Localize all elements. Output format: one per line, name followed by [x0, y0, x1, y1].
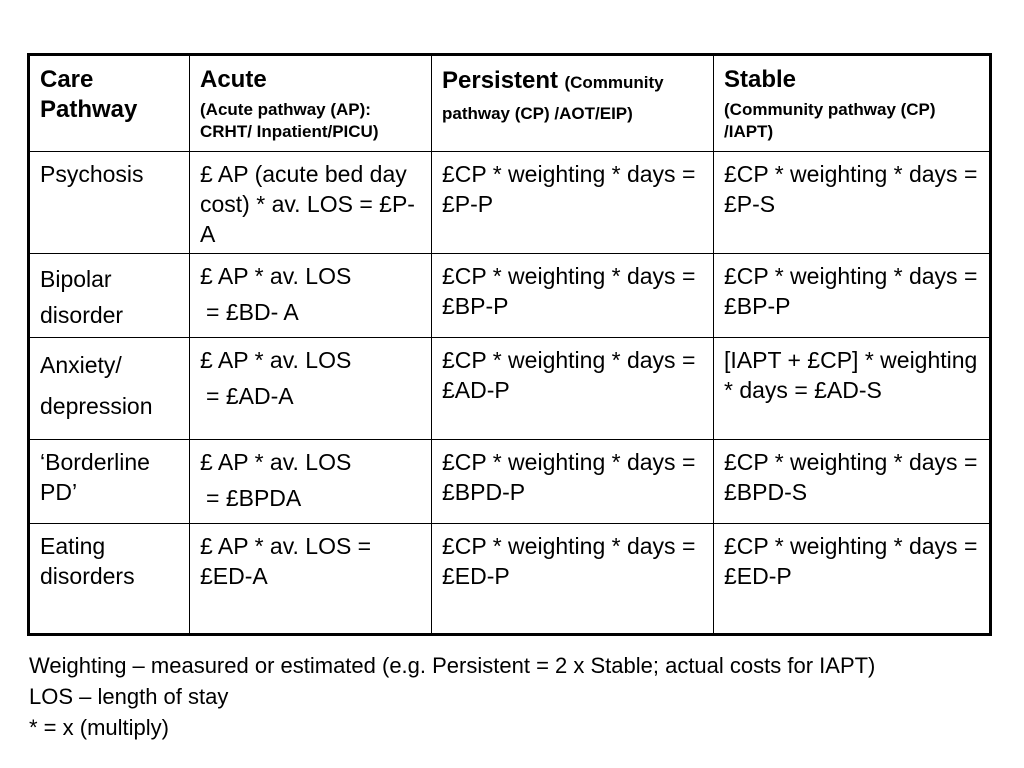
- header-persistent-title: Persistent: [442, 67, 559, 94]
- pathway-label-line1: ‘Borderline: [40, 449, 150, 475]
- table-row: [29, 338, 991, 440]
- persistent-formula: £CP * weighting * days = £AD-P: [442, 347, 696, 403]
- pathway-cell: [29, 254, 190, 338]
- stable-cell: [714, 152, 991, 254]
- pathway-label-line1: Bipolar: [40, 266, 112, 292]
- stable-formula: [IAPT + £CP] * weighting * days = £AD-S: [724, 347, 978, 403]
- footnote-los: LOS – length of stay: [29, 684, 229, 709]
- table-row: [29, 152, 991, 254]
- pathway-cell: [29, 440, 190, 524]
- acute-formula-line1: £ AP * av. LOS: [200, 449, 352, 475]
- header-persistent: [432, 55, 714, 152]
- stable-cell: [714, 440, 991, 524]
- header-acute-subtitle: (Acute pathway (AP): CRHT/ Inpatient/PICU): [200, 100, 379, 141]
- persistent-formula: £CP * weighting * days = £P-P: [442, 161, 696, 217]
- persistent-formula: £CP * weighting * days = £BP-P: [442, 263, 696, 319]
- acute-formula-line2: = £AD-A: [206, 383, 294, 409]
- pathway-label-line2: depression: [40, 393, 153, 419]
- acute-cell: [190, 254, 432, 338]
- header-care-pathway: [29, 55, 190, 152]
- table-header-row: [29, 55, 991, 152]
- persistent-cell: [432, 524, 714, 635]
- persistent-cell: [432, 338, 714, 440]
- stable-formula: £CP * weighting * days = £BP-P: [724, 263, 978, 319]
- pathway-cell: [29, 338, 190, 440]
- header-persistent-subtitle: (Community pathway (CP) /AOT/EIP): [442, 73, 664, 123]
- stable-cell: [714, 254, 991, 338]
- acute-formula: £ AP * av. LOS = £ED-A: [200, 533, 372, 589]
- acute-cell: [190, 338, 432, 440]
- pathway-label-line1: Anxiety/: [40, 352, 122, 378]
- pathway-label-line2: PD’: [40, 479, 78, 505]
- stable-formula: £CP * weighting * days = £P-S: [724, 161, 978, 217]
- footnote-multiply: * = x (multiply): [29, 715, 169, 740]
- acute-formula-line2: = £BD- A: [206, 299, 299, 325]
- persistent-cell: [432, 152, 714, 254]
- acute-cell: [190, 152, 432, 254]
- persistent-cell: [432, 254, 714, 338]
- header-acute: [190, 55, 432, 152]
- acute-cell: [190, 524, 432, 635]
- acute-formula-line2: = £BPDA: [206, 485, 302, 511]
- table-row: [29, 254, 991, 338]
- persistent-cell: [432, 440, 714, 524]
- pathway-label-line1: Eating: [40, 533, 106, 559]
- table-row: [29, 524, 991, 635]
- footnotes: [29, 650, 875, 743]
- stable-formula: £CP * weighting * days = £BPD-S: [724, 449, 978, 505]
- acute-formula-line1: £ AP * av. LOS: [200, 263, 352, 289]
- acute-cell: [190, 440, 432, 524]
- header-care-pathway-line1: Care: [40, 66, 94, 93]
- header-acute-title: Acute: [200, 66, 267, 93]
- header-care-pathway-line2: Pathway: [40, 96, 138, 123]
- persistent-formula: £CP * weighting * days = £BPD-P: [442, 449, 696, 505]
- persistent-formula: £CP * weighting * days = £ED-P: [442, 533, 696, 589]
- header-stable-subtitle: (Community pathway (CP) /IAPT): [724, 100, 936, 141]
- header-stable-title: Stable: [724, 66, 797, 93]
- care-pathway-table: [27, 53, 992, 636]
- pathway-cell: [29, 524, 190, 635]
- pathway-label-line2: disorders: [40, 563, 135, 589]
- footnote-weighting: Weighting – measured or estimated (e.g. Persistent = 2 x Stable; actual costs for IAPT): [29, 653, 876, 678]
- pathway-cell: [29, 152, 190, 254]
- header-stable: [714, 55, 991, 152]
- table-row: [29, 440, 991, 524]
- pathway-label: Psychosis: [40, 161, 144, 187]
- pathway-label-line2: disorder: [40, 302, 124, 328]
- stable-cell: [714, 524, 991, 635]
- stable-cell: [714, 338, 991, 440]
- acute-formula: £ AP (acute bed day cost) * av. LOS = £P-A: [200, 161, 415, 247]
- stable-formula: £CP * weighting * days = £ED-P: [724, 533, 978, 589]
- acute-formula-line1: £ AP * av. LOS: [200, 347, 352, 373]
